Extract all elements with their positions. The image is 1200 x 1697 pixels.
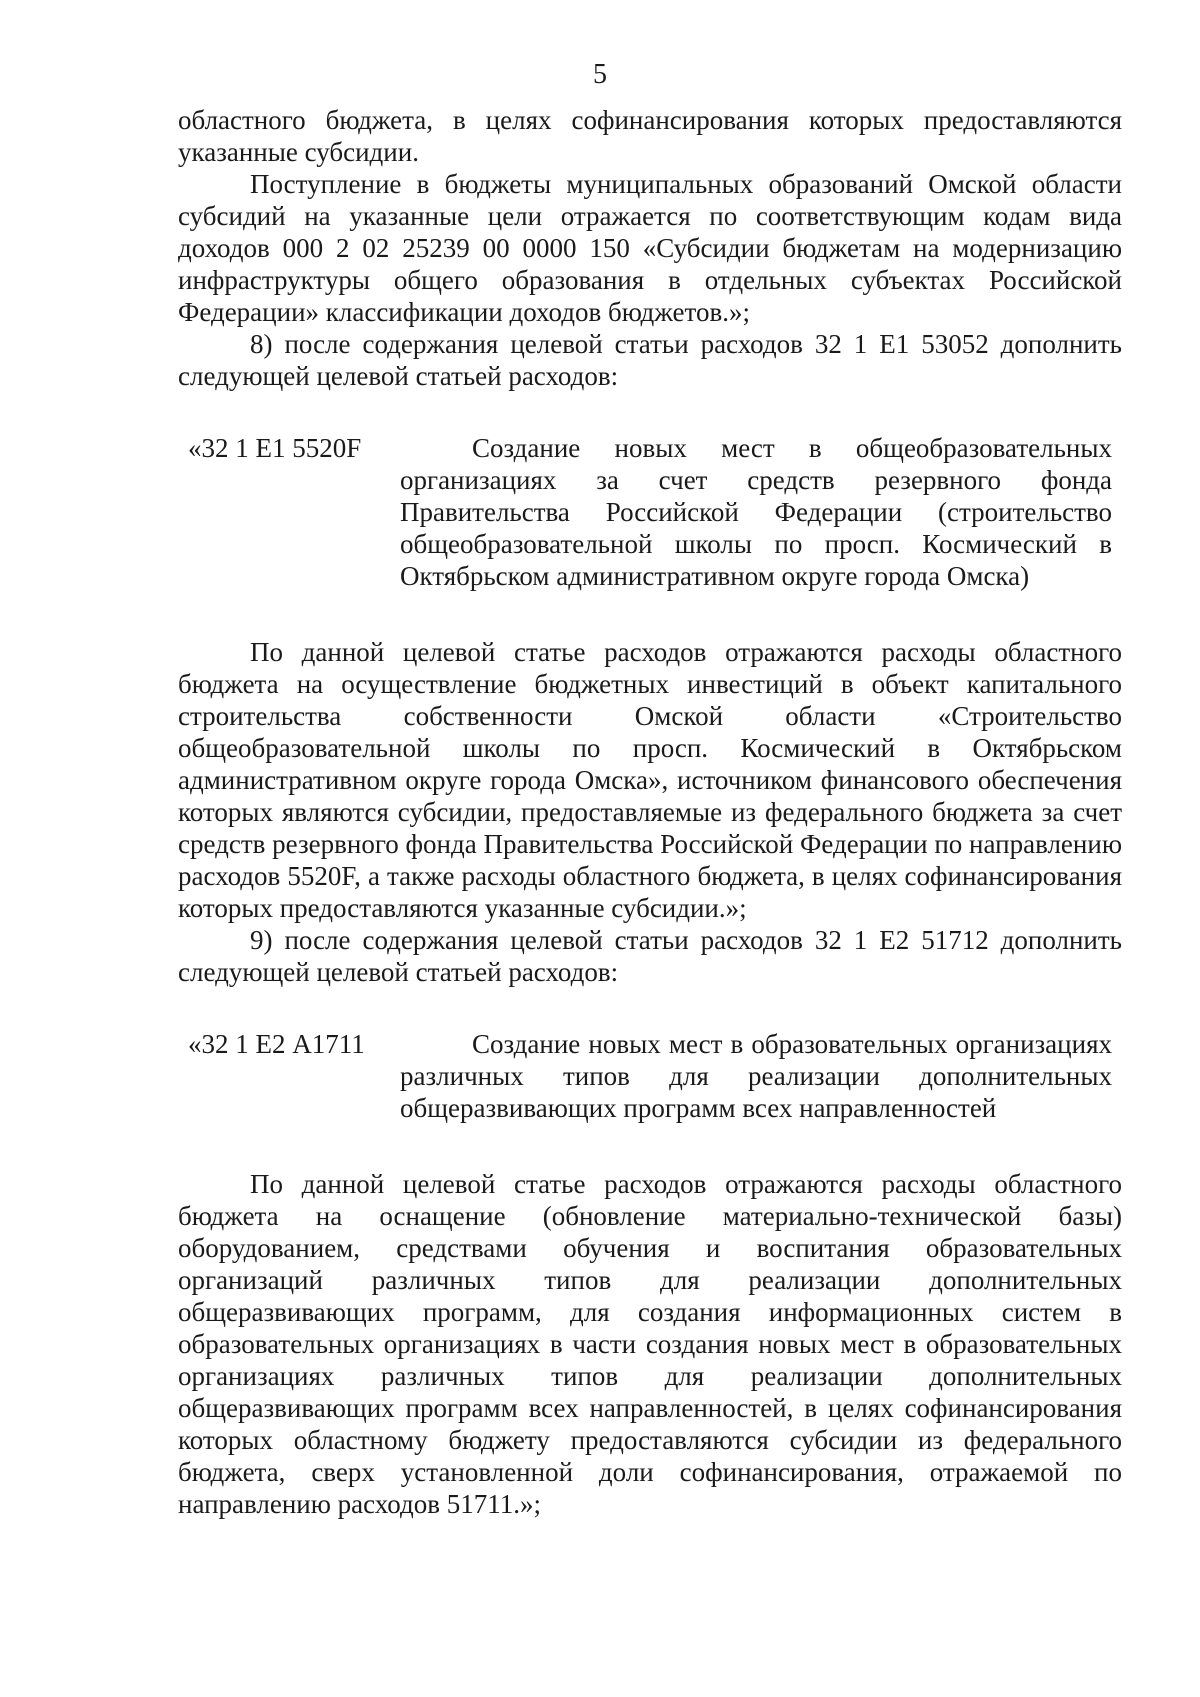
expense-description: Создание новых мест в образовательных организациях различных типов для реализации дополнительных общеразвивающих программ всех направленностей xyxy=(400,1029,1112,1123)
paragraph-item-8: 8) после содержания целевой статьи расходов 32 1 Е1 53052 дополнить следующей целевой статьей расходов: xyxy=(178,329,1122,391)
expense-entry xyxy=(178,432,1122,592)
paragraph-continuation: областного бюджета, в целях софинансирования которых предоставляются указанные субсидии. xyxy=(178,105,1122,167)
paragraph-income-codes: Поступление в бюджеты муниципальных образований Омской области субсидий на указанные цели отражается по соответствующим кодам вида доходов 000 2 02 25239 00 0000 150 «Субсидии бюджетам на модернизацию инфраструктуры общего образования в отдельных субъектах Российской Федерации» классификации доходов бюджетов.»; xyxy=(178,169,1122,327)
paragraph-expense-explanation: По данной целевой статье расходов отражаются расходы областного бюджета на оснащение (обновление материально-технической базы) оборудованием, средствами обучения и воспитания образовательных организаций различных типов для реализации дополнительных общеразвивающих программ, для создания информационных систем в образовательных организациях в части создания новых мест в образовательных организациях различных типов для реализации дополнительных общеразвивающих программ всех направленностей, в целях софинансирования которых областному бюджету предоставляются субсидии из федерального бюджета, сверх установленной доли софинансирования, отражаемой по направлению расходов 51711.»; xyxy=(178,1169,1122,1519)
expense-code: «32 1 Е1 5520F xyxy=(188,433,362,463)
page-number: 5 xyxy=(593,59,607,90)
document-body xyxy=(178,104,1122,1520)
paragraph-item-9: 9) после содержания целевой статьи расходов 32 1 Е2 51712 дополнить следующей целевой статьей расходов: xyxy=(178,925,1122,987)
paragraph-expense-explanation: По данной целевой статье расходов отражаются расходы областного бюджета на осуществление бюджетных инвестиций в объект капитального строительства собственности Омской области «Строительство общеобразовательной школы по просп. Космический в Октябрьском административном округе города Омска», источником финансового обеспечения которых являются субсидии, предоставляемые из федерального бюджета за счет средств резервного фонда Правительства Российской Федерации по направлению расходов 5520F, а также расходы областного бюджета, в целях софинансирования которых предоставляются указанные субсидии.»; xyxy=(178,637,1122,923)
expense-entry xyxy=(178,1028,1122,1124)
expense-description: Создание новых мест в общеобразовательных организациях за счет средств резервного фонда Правительства Российской Федерации (строительство общеобразовательной школы по просп. Космический в Октябрьском административном округе города Омска) xyxy=(400,433,1112,591)
expense-code: «32 1 Е2 А1711 xyxy=(188,1029,365,1059)
